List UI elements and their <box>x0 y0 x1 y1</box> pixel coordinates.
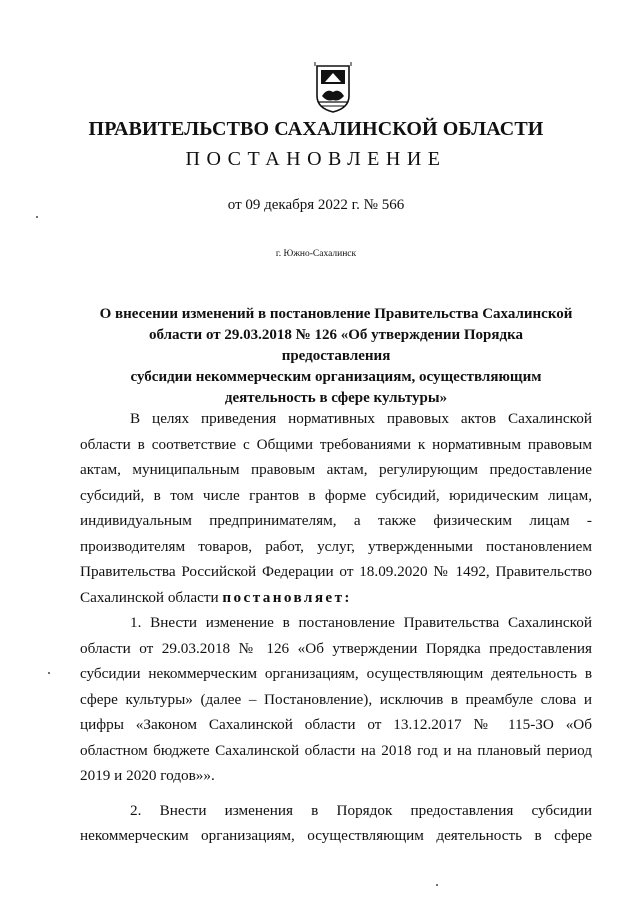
item1-line: цифры «Законом Сахалинской области от 13.12.2017 № 115-ЗО «Об <box>80 716 592 733</box>
subject-line: О внесении изменений в постановление Правительства Сахалинской <box>99 306 573 322</box>
preamble-line: области в соответствие с Общими требованиями к нормативным правовым <box>80 435 592 453</box>
scan-speck <box>48 672 50 674</box>
organization-title: ПРАВИТЕЛЬСТВО САХАЛИНСКОЙ ОБЛАСТИ <box>88 118 544 140</box>
decree-word: постановляет: <box>222 588 352 606</box>
document-subject <box>96 304 576 409</box>
item1-line: 2019 и 2020 годов»». <box>80 767 215 784</box>
item1-line: 1. Внести изменение в постановление Правительства Сахалинской <box>130 614 592 631</box>
date-number-line: от 09 декабря 2022 г. № 566 <box>227 197 405 213</box>
subject-line: области от 29.03.2018 № 126 «Об утверждении Порядка предоставления <box>148 327 524 364</box>
item1-line: области от 29.03.2018 № 126 «Об утверждении Порядка предоставления <box>80 639 592 657</box>
subject-line: деятельность в сфере культуры» <box>224 390 448 406</box>
subject-line: субсидии некоммерческим организациям, осуществляющим <box>130 369 542 385</box>
document-body <box>80 406 592 849</box>
preamble-line: В целях приведения нормативных правовых актов Сахалинской <box>130 410 592 427</box>
coat-of-arms-icon <box>313 62 353 114</box>
scan-speck <box>36 216 38 218</box>
preamble-line: индивидуальным предпринимателям, а также физическим лицам - <box>80 512 592 529</box>
item1-line: областном бюджете Сахалинской области на 2018 год и на плановый период <box>80 741 592 759</box>
preamble-line: производителям товаров, работ, услуг, утвержденными постановлением <box>80 537 592 555</box>
item2-line: 2. Внести изменения в Порядок предоставления субсидии <box>130 801 592 819</box>
preamble-end: Сахалинской области <box>80 588 219 606</box>
item1-line: субсидии некоммерческим организациям, осуществляющим деятельность в <box>80 665 592 682</box>
city-line: г. Южно-Сахалинск <box>275 249 357 259</box>
item2-line: некоммерческим организациям, осуществляющим деятельность в сфере <box>80 827 592 844</box>
preamble-line: актам, муниципальным правовым актам, регулирующим предоставление <box>80 461 592 478</box>
document-type: ПОСТАНОВЛЕНИЕ <box>185 148 447 170</box>
preamble-line: субсидий, в том числе грантов в форме субсидий, юридическим лицам, <box>80 486 592 504</box>
paragraph-gap <box>80 789 592 798</box>
preamble-final-line <box>80 585 592 611</box>
scan-speck <box>436 884 438 886</box>
preamble-line: Правительства Российской Федерации от 18.09.2020 № 1492, Правительство <box>80 563 592 580</box>
item1-line: сфере культуры» (далее – Постановление), исключив в преамбуле слова и <box>80 690 592 708</box>
